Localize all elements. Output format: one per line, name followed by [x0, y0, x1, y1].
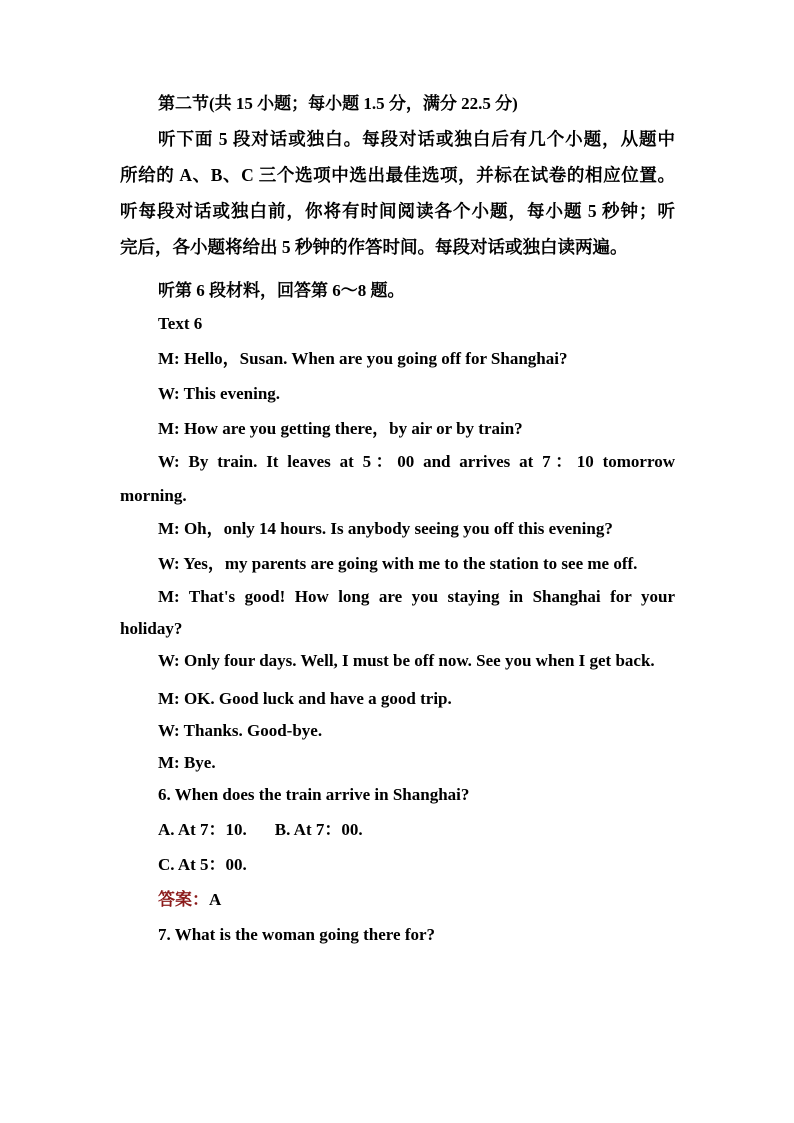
- instruction-line-2: 所给的 A、B、C 三个选项中选出最佳选项，并标在试卷的相应位置。: [120, 165, 675, 185]
- dialogue-line: M: Hello，Susan. When are you going off for Shanghai?: [158, 349, 568, 368]
- answer-label: 答案：: [158, 890, 209, 909]
- dialogue-line: M: Oh，only 14 hours. Is anybody seeing you off this evening?: [158, 519, 613, 538]
- dialogue-line: M: Bye.: [158, 753, 216, 772]
- instructions-block: [120, 121, 675, 265]
- answer-row: [120, 890, 675, 910]
- dialogue-line: M: OK. Good luck and have a good trip.: [158, 689, 452, 708]
- document-page: [120, 94, 675, 945]
- dialogue-line: M: How are you getting there，by air or by train?: [158, 419, 523, 438]
- dialogue-line: M: That's good! How long are you staying in Shanghai for your holiday?: [120, 587, 675, 638]
- question-stem: 7. What is the woman going there for?: [158, 925, 436, 944]
- instruction-line-3: 听每段对话或独白前，你将有时间阅读各个小题，每小题 5 秒钟；听: [120, 201, 675, 221]
- question-options-row: [120, 820, 675, 840]
- dialogue: [120, 349, 675, 773]
- dialogue-line: W: Yes，my parents are going with me to the station to see me off.: [158, 554, 638, 573]
- dialogue-line: W: By train. It leaves at 5：00 and arrives at 7：10 tomorrow morning.: [120, 452, 675, 505]
- material-intro: 听第 6 段材料，回答第 6～8 题。: [158, 281, 405, 300]
- dialogue-line: W: Thanks. Good-bye.: [158, 721, 323, 740]
- option-a: A. At 7：10.: [158, 820, 247, 839]
- instruction-line-1: 听下面 5 段对话或独白。每段对话或独白后有几个小题，从题中: [158, 129, 675, 149]
- question-7: [120, 925, 675, 945]
- answer-value: A: [209, 890, 222, 909]
- question-stem: 6. When does the train arrive in Shanghai?: [158, 785, 470, 804]
- option-b: B. At 7：00.: [274, 820, 363, 839]
- option-c: C. At 5：00.: [158, 855, 247, 874]
- instruction-line-4: 完后，各小题将给出 5 秒钟的作答时间。每段对话或独白读两遍。: [120, 237, 628, 257]
- section-heading: 第二节(共 15 小题；每小题 1.5 分，满分 22.5 分): [158, 94, 518, 113]
- dialogue-line: W: This evening.: [158, 384, 281, 403]
- text-title: Text 6: [158, 314, 203, 333]
- question-6: [120, 785, 675, 910]
- dialogue-line: W: Only four days. Well, I must be off now. See you when I get back.: [158, 651, 655, 670]
